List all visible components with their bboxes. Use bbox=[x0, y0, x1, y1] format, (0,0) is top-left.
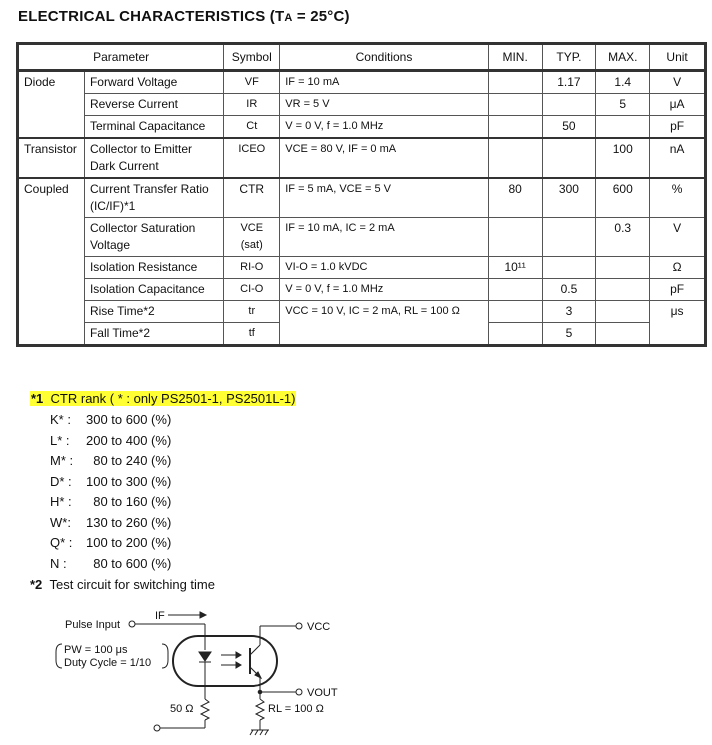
group-label: Coupled bbox=[18, 178, 85, 346]
param-cell: Collector Saturation Voltage bbox=[84, 218, 223, 257]
symbol-cell: Ct bbox=[224, 116, 280, 139]
rank-key: Q* : bbox=[50, 535, 73, 550]
ctr-rank-item bbox=[50, 535, 171, 550]
header-min: MIN. bbox=[488, 44, 542, 71]
typ-cell bbox=[542, 257, 596, 279]
max-cell bbox=[596, 116, 650, 139]
rl-label: RL = 100 Ω bbox=[268, 703, 324, 715]
cond-cell: VR = 5 V bbox=[280, 94, 488, 116]
symbol-cell: tf bbox=[224, 323, 280, 346]
electrical-characteristics-table bbox=[16, 42, 707, 347]
rank-range: 80 to 160 (%) bbox=[86, 494, 172, 509]
param-cell: Fall Time*2 bbox=[84, 323, 223, 346]
min-cell bbox=[488, 138, 542, 178]
typ-cell bbox=[542, 138, 596, 178]
cond-cell: VCC = 10 V, IC = 2 mA, RL = 100 Ω bbox=[280, 301, 488, 346]
typ-cell: 5 bbox=[542, 323, 596, 346]
symbol-cell: RI-O bbox=[224, 257, 280, 279]
ctr-rank-item bbox=[50, 412, 171, 427]
min-cell bbox=[488, 218, 542, 257]
min-cell bbox=[488, 94, 542, 116]
cond-cell: VI-O = 1.0 kVDC bbox=[280, 257, 488, 279]
group-label: Transistor bbox=[18, 138, 85, 178]
param-cell: Rise Time*2 bbox=[84, 301, 223, 323]
param-cell: Terminal Capacitance bbox=[84, 116, 223, 139]
header-parameter: Parameter bbox=[18, 44, 224, 71]
ctr-rank-item bbox=[50, 556, 171, 571]
min-cell: 80 bbox=[488, 178, 542, 218]
header-unit: Unit bbox=[650, 44, 706, 71]
symbol-cell: tr bbox=[224, 301, 280, 323]
table-row bbox=[18, 138, 706, 178]
table-row bbox=[18, 116, 706, 139]
unit-cell: Ω bbox=[650, 257, 706, 279]
header-conditions: Conditions bbox=[280, 44, 488, 71]
rank-key: L* : bbox=[50, 432, 70, 448]
max-cell bbox=[596, 301, 650, 323]
symbol-cell: CTR bbox=[224, 178, 280, 218]
cond-cell: V = 0 V, f = 1.0 MHz bbox=[280, 279, 488, 301]
pulse-input-terminal bbox=[129, 621, 135, 627]
cond-cell: IF = 10 mA bbox=[280, 71, 488, 94]
typ-cell bbox=[542, 94, 596, 116]
cond-cell: IF = 5 mA, VCE = 5 V bbox=[280, 178, 488, 218]
min-cell bbox=[488, 301, 542, 323]
if-label: IF bbox=[155, 610, 165, 622]
vcc-terminal bbox=[296, 623, 302, 629]
param-cell: Reverse Current bbox=[84, 94, 223, 116]
cond-cell: V = 0 V, f = 1.0 MHz bbox=[280, 116, 488, 139]
param-cell: Isolation Capacitance bbox=[84, 279, 223, 301]
pulse-input-label: Pulse Input bbox=[65, 619, 121, 631]
ctr-rank-item bbox=[50, 515, 171, 530]
unit-cell: μs bbox=[650, 301, 706, 346]
cond-cell: VCE = 80 V, IF = 0 mA bbox=[280, 138, 488, 178]
header-max: MAX. bbox=[596, 44, 650, 71]
rank-key: M* : bbox=[50, 453, 74, 468]
rank-key: K* : bbox=[50, 412, 71, 427]
header-symbol: Symbol bbox=[224, 44, 280, 71]
rank-key: D* : bbox=[50, 473, 72, 489]
unit-cell: μA bbox=[650, 94, 706, 116]
note-2: *2 Test circuit for switching time bbox=[30, 577, 215, 592]
max-cell: 100 bbox=[596, 138, 650, 178]
min-cell bbox=[488, 71, 542, 94]
table-row bbox=[18, 71, 706, 94]
vout-terminal bbox=[296, 689, 302, 695]
note-1 bbox=[30, 391, 296, 406]
unit-cell: % bbox=[650, 178, 706, 218]
min-cell bbox=[488, 279, 542, 301]
section-title: ELECTRICAL CHARACTERISTICS (TA = 25°C) bbox=[18, 8, 350, 25]
symbol-cell: VCE (sat) bbox=[224, 218, 280, 257]
max-cell: 600 bbox=[596, 178, 650, 218]
rank-range: 80 to 600 (%) bbox=[86, 555, 172, 571]
ctr-rank-item bbox=[50, 474, 171, 489]
resistor-50-icon bbox=[201, 699, 209, 720]
max-cell bbox=[596, 257, 650, 279]
symbol-cell: CI-O bbox=[224, 279, 280, 301]
param-cell: Current Transfer Ratio (IC/IF)*1 bbox=[84, 178, 223, 218]
unit-cell: pF bbox=[650, 116, 706, 139]
rank-range: 300 to 600 (%) bbox=[86, 412, 172, 427]
param-cell: Isolation Resistance bbox=[84, 257, 223, 279]
r50-label: 50 Ω bbox=[170, 703, 194, 715]
vcc-label: VCC bbox=[307, 621, 331, 633]
resistor-rl-icon bbox=[256, 699, 264, 720]
table-row bbox=[18, 301, 706, 323]
vout-label: VOUT bbox=[307, 687, 338, 699]
ctr-rank-item bbox=[50, 433, 171, 448]
table-row bbox=[18, 178, 706, 218]
unit-cell: V bbox=[650, 218, 706, 257]
max-cell bbox=[596, 279, 650, 301]
param-cell: Collector to Emitter Dark Current bbox=[84, 138, 223, 178]
typ-cell: 50 bbox=[542, 116, 596, 139]
typ-cell: 1.17 bbox=[542, 71, 596, 94]
typ-cell bbox=[542, 218, 596, 257]
pw-label: PW = 100 μs bbox=[64, 644, 128, 656]
unit-cell: nA bbox=[650, 138, 706, 178]
unit-cell: V bbox=[650, 71, 706, 94]
table-header-row bbox=[18, 44, 706, 71]
led-icon bbox=[199, 652, 211, 661]
unit-cell: pF bbox=[650, 279, 706, 301]
typ-cell: 0.5 bbox=[542, 279, 596, 301]
cond-cell: IF = 10 mA, IC = 2 mA bbox=[280, 218, 488, 257]
max-cell bbox=[596, 323, 650, 346]
rank-key: H* : bbox=[50, 494, 72, 509]
table-row bbox=[18, 94, 706, 116]
table-row bbox=[18, 218, 706, 257]
typ-cell: 3 bbox=[542, 301, 596, 323]
max-cell: 0.3 bbox=[596, 218, 650, 257]
ctr-rank-item bbox=[50, 494, 171, 509]
duty-cycle-label: Duty Cycle = 1/10 bbox=[64, 657, 152, 669]
typ-cell: 300 bbox=[542, 178, 596, 218]
symbol-cell: ICEO bbox=[224, 138, 280, 178]
param-cell: Forward Voltage bbox=[84, 71, 223, 94]
max-cell: 1.4 bbox=[596, 71, 650, 94]
rank-range: 80 to 240 (%) bbox=[86, 453, 172, 468]
rank-range: 200 to 400 (%) bbox=[86, 432, 172, 448]
symbol-cell: IR bbox=[224, 94, 280, 116]
header-typ: TYP. bbox=[542, 44, 596, 71]
group-label: Diode bbox=[18, 71, 85, 139]
min-cell bbox=[488, 323, 542, 346]
min-cell: 10¹¹ bbox=[488, 257, 542, 279]
ctr-rank-item bbox=[50, 453, 171, 468]
rank-key: N : bbox=[50, 555, 67, 571]
table-row bbox=[18, 279, 706, 301]
min-cell bbox=[488, 116, 542, 139]
symbol-cell: VF bbox=[224, 71, 280, 94]
rank-key: W*: bbox=[50, 514, 71, 530]
rank-range: 130 to 260 (%) bbox=[86, 514, 172, 530]
max-cell: 5 bbox=[596, 94, 650, 116]
table-row bbox=[18, 257, 706, 279]
note-1-highlight: *1 CTR rank ( * : only PS2501-1, PS2501L-1) bbox=[31, 391, 296, 406]
rank-range: 100 to 300 (%) bbox=[86, 473, 172, 489]
rank-range: 100 to 200 (%) bbox=[86, 535, 172, 550]
switching-test-circuit bbox=[0, 600, 712, 745]
